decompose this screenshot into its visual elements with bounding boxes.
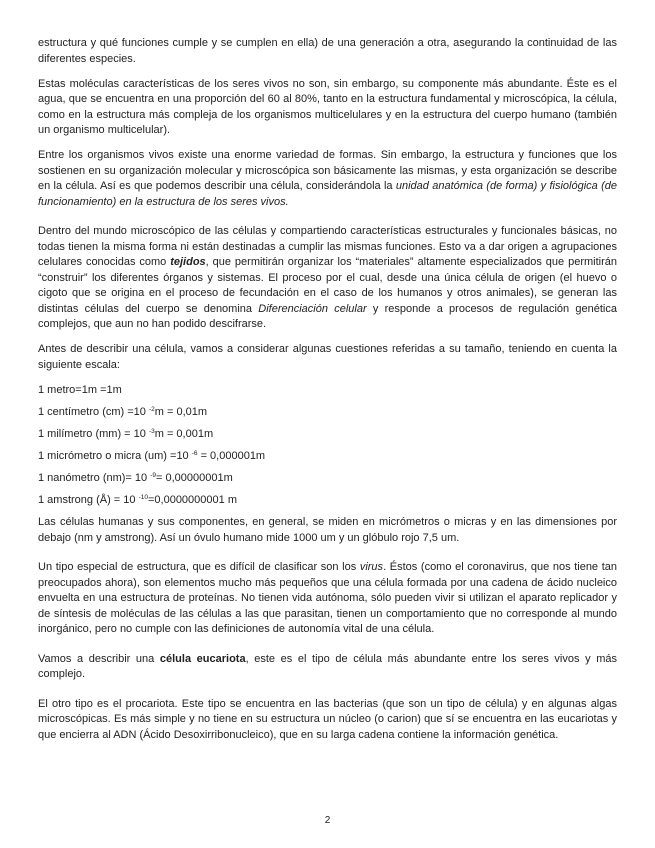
paragraph-3-text: Entre los organismos vivos existe una enorme variedad de formas. Sin embargo, la estructura y funciones que los sostienen en su organización molecular y microscópica son básicamente las mismas, y esta organización se describe en la célula. Así es que podemos describir una célula, considerándola la bbox=[38, 149, 617, 192]
paragraph-4-text-a: Dentro del mundo microscópico de las células y compartiendo características estructurales y funcionales básicas, no todas tienen la misma forma ni están destinadas a cumplir las mismas funciones. Esto va a dar origen a agrupaciones celulares conocidas como bbox=[38, 225, 617, 268]
paragraph-8-text-a: Vamos a describir una bbox=[38, 652, 160, 665]
scale-line: 1 centímetro (cm) =10 $^{-2}$m = 0,01m bbox=[38, 405, 208, 418]
paragraph-6: Las células humanas y sus componentes, en general, se miden en micrómetros o micras y en las dimensiones por debajo (nm y amstrong). Así un óvulo humano mide 1000 um y un glóbulo rojo 7,5 um. bbox=[38, 516, 617, 544]
tejidos-term: tejidos bbox=[170, 256, 206, 268]
scale-line: 1 metro=1m =1m bbox=[38, 383, 122, 396]
paragraph-7-text-b: . Éstos (como el coronavirus, que nos tiene tan preocupados ahora), son elementos mucho más pequeños que una célula formada por una cadena de ácido nucleico envuelta en una estructura de proteínas. No tienen vida autónoma, sólo pueden vivir si utilizan el aparato replicador y de síntesis de moléculas de las células a las que parasitan, tienen un comportamiento que no corresponde al mundo inorgánico, pero no cumple con las definiciones de autonomía vital de una célula. bbox=[38, 561, 617, 636]
scale-line: 1 nanómetro (nm)= 10 $^{-9}$= 0,00000001m bbox=[38, 471, 233, 484]
paragraph-8-text-b: , este es el tipo de célula más abundante entre los seres vivos y más complejo. bbox=[38, 652, 617, 681]
paragraph-9: El otro tipo es el procariota. Este tipo se encuentra en las bacterias (que son un tipo de célula) y en algunas algas microscópicas. Es más simple y no tiene en su estructura un núcleo (o carion) que sí se encuentra en las eucariotas y que encierra al ADN (Ácido Desoxirribonucleico), que en su larga cadena contiene la información genética. bbox=[38, 697, 617, 741]
size-scale-list bbox=[38, 383, 617, 509]
paragraph-8 bbox=[38, 652, 617, 683]
paragraph-3 bbox=[38, 148, 617, 210]
cell-definition-emphasis: unidad anatómica (de forma) y fisiológica (de funcionamiento) en la estructura de los seres vivos. bbox=[38, 180, 617, 208]
scale-line: 1 micrómetro o micra (um) =10 $^{-6}$ = 0,000001m bbox=[38, 449, 266, 462]
paragraph-4-text-b: , que permitirán organizar los “materiales” altamente especializados que permitirán “construir” los diferentes órganos y sistemas. El proceso por el cual, desde una única célula de origen (el huevo o cigoto que se origina en el proceso de fecundación en el caso de los humanos y otros animales), se generan las distintas células del cuerpo se denomina bbox=[38, 256, 617, 315]
paragraph-2: Estas moléculas características de los seres vivos no son, sin embargo, su componente más abundante. Éste es el agua, que se encuentra en una proporción del 60 al 80%, tanto en la estructura fundamental y microscópica, la célula, como en la estructura más compleja de los organismos multicelulares y en la estructura del cuerpo humano (también un organismo multicelular). bbox=[38, 77, 617, 136]
paragraph-4-text-c: y responde a procesos de regulación genética complejos, que aun no han podido descifrarse. bbox=[38, 302, 617, 330]
scale-line: 1 amstrong (Å) = 10 $^{-10}$=0,0000000001 m bbox=[38, 493, 237, 506]
scale-line: 1 milímetro (mm) = 10 $^{-3}$m = 0,001m bbox=[38, 427, 214, 440]
paragraph-7-text-a: Un tipo especial de estructura, que es difícil de clasificar son los bbox=[38, 561, 360, 574]
paragraph-7 bbox=[38, 560, 617, 638]
paragraph-5: Antes de describir una célula, vamos a considerar algunas cuestiones referidas a su tamaño, teniendo en cuenta la siguiente escala: bbox=[38, 343, 617, 371]
paragraph-1: estructura y qué funciones cumple y se cumplen en ella) de una generación a otra, asegurando la continuidad de las diferentes especies. bbox=[38, 37, 617, 65]
celula-eucariota-term: célula eucariota bbox=[159, 652, 246, 665]
virus-term: virus bbox=[359, 561, 384, 574]
page-number: 2 bbox=[324, 815, 331, 826]
diferenciacion-celular-term: Diferenciación celular bbox=[258, 302, 367, 315]
paragraph-4 bbox=[38, 224, 617, 333]
document-page bbox=[38, 36, 617, 753]
